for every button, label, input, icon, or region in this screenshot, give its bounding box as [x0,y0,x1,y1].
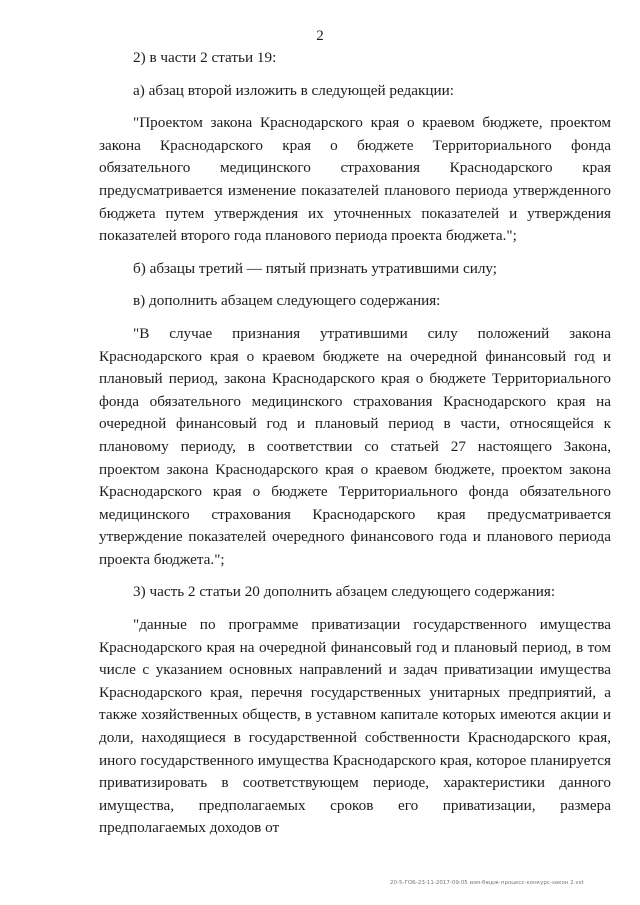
paragraph-item-3: 3) часть 2 статьи 20 дополнить абзацем следующего содержания: [133,583,556,601]
paragraph-subitem-a: а) абзац второй изложить в следующей редакции: [133,81,455,99]
paragraph-item-2: 2) в части 2 статьи 19: [133,49,277,66]
paragraph-quote-2: "В случае признания утратившими силу положений закона Краснодарского края о краевом бюджете на очередной финансовый год и плановый период, закона Краснодарского края о бюджете Территориального фонда обязательного медицинского страхования Краснодарского края на очередной финансовый год и плановый период в части, относящейся к плановому периоду, в соответствии со статьей 27 настоящего Закона, проектом закона Краснодарского края о краевом бюджете, проектом закона Краснодарского края о бюджете Территориального фонда обязательного медицинского страхования Краснодарского края предусматривается утверждение показателей очередного финансового года и планового периода проекта бюджета."; [99,324,611,568]
paragraph-subitem-b: б) абзацы третий — пятый признать утратившими силу; [133,259,498,277]
paragraph-subitem-v: в) дополнить абзацем следующего содержания: [133,292,441,310]
paragraph-quote-3: "данные по программе приватизации государственного имущества Краснодарского края на очередной финансовый год и плановый период, в том числе с указанием основных направлений и задач приватизации имущества Краснодарского края, перечня государственных унитарных предприятий, а также хозяйственных обществ, в уставном капитале которых имеются акции и доли, находящиеся в государственной собственности Краснодарского края, иного государственного имущества Краснодарского края, которое планируется приватизировать в соответствующем периоде, характеристики данного имущества, предполагаемых сроков его приватизации, размера предполагаемых доходов от [99,616,611,837]
document-footer-code: 20-5-ГОБ-23-11-2017-09:05 изм-бюдж-процесс-конкурс-закон 2.vst [390,880,584,886]
page-number: 2 [316,28,324,44]
document-body [99,37,611,840]
paragraph-quote-1: "Проектом закона Краснодарского края о краевом бюджете, проектом закона Краснодарского края о бюджете Территориального фонда обязательного медицинского страхования Краснодарского края предусматривается изменение показателей планового периода утвержденного бюджета путем утверждения их уточненных показателей и утверждения показателей второго года планового периода проекта бюджета."; [99,114,611,245]
